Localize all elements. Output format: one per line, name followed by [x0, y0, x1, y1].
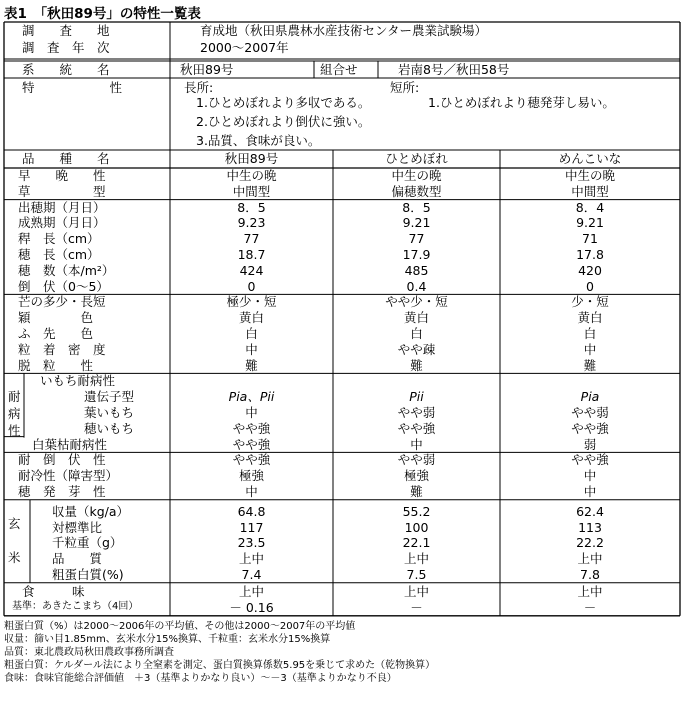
brown-rice-value: 上中 [403, 551, 430, 567]
row-value: 難 [410, 357, 423, 373]
lineage-name: 秋田89号 [180, 62, 234, 77]
footnote: 粗蛋白質（%）は2000～2006年の平均値、その他は2000～2007年の平均値 [4, 620, 356, 632]
brown-rice-value: 上中 [238, 551, 265, 567]
resist-value: 極強 [238, 468, 265, 484]
footnote: 品質：東北農政局秋田農政事務所調査 [4, 646, 174, 658]
resist-row-label: 耐 倒 伏 性 [18, 452, 106, 468]
disease-value: Pii [409, 389, 424, 405]
row-value: 難 [245, 357, 258, 373]
disease-value: 弱 [583, 436, 597, 452]
disease-value: やや強 [232, 420, 271, 436]
survey-year-value: 2000～2007年 [200, 40, 289, 55]
disease-value: Pia、Pii [228, 389, 275, 405]
row-label: 稈 長（cm） [18, 231, 100, 247]
pros-item: 3.品質、食味が良い。 [196, 133, 321, 148]
row-value: 77 [408, 231, 425, 247]
row-value: 424 [239, 262, 264, 278]
row-value: 9.23 [237, 215, 266, 231]
resist-value: やや強 [571, 452, 609, 468]
row-value: 17.9 [402, 247, 431, 262]
row-value: 71 [582, 231, 598, 247]
row-label: 脱 粒 性 [18, 357, 94, 373]
disease-value: 中 [410, 436, 423, 452]
row-value: 中生の晩 [564, 168, 616, 183]
brown-rice-value: 上中 [577, 551, 603, 567]
row-label: 出穂期（月日） [18, 199, 106, 215]
row-value: 中生の晩 [391, 168, 442, 183]
brown-rice-value: 23.5 [237, 535, 266, 551]
table-title: 表1 「秋田89号」の特性一覧表 [4, 6, 201, 22]
row-value: 中 [583, 341, 597, 357]
row-value: 中生の晩 [226, 168, 277, 183]
disease-value: やや強 [571, 420, 609, 436]
brown-rice-row-label: 収量（kg/a） [52, 503, 130, 519]
row-value: 0 [247, 278, 256, 294]
taste-value: 上中 [577, 583, 603, 599]
disease-side-label: 性 [8, 423, 21, 439]
brown-rice-value: 100 [404, 519, 429, 535]
resist-value: 中 [583, 484, 597, 499]
disease-row-label: 葉いもち [84, 405, 135, 420]
footnote: 粗蛋白質：ケルダール法により全窒素を測定、蛋白質換算係数5.95を乗じて求めた（乾物換算） [4, 659, 436, 671]
row-label: 芒の多少・長短 [18, 294, 106, 310]
pros-item: 1.ひとめぼれより多収である。 [196, 95, 371, 110]
row-value: 中 [245, 341, 258, 357]
row-value: 難 [583, 357, 597, 373]
resist-row-label: 穂 発 芽 性 [18, 484, 106, 499]
features-label: 特 性 [22, 80, 123, 95]
brown-rice-row-label: 対標準比 [52, 519, 103, 535]
row-value: 黄白 [577, 310, 603, 326]
brown-rice-value: 64.8 [237, 503, 266, 519]
row-value: 中間型 [232, 183, 271, 199]
row-value: 白 [583, 326, 597, 341]
row-value: 白 [410, 326, 423, 341]
disease-side-label: 病 [8, 406, 21, 422]
footnote: 収量：篩い目1.85mm、玄米水分15%換算、千粒重：玄米水分15%換算 [4, 633, 331, 645]
row-value: 白 [245, 326, 258, 341]
variety-name: ひとめぼれ [385, 151, 448, 166]
disease-row-label: 白葉枯耐病性 [32, 436, 108, 452]
brown-rice-row-label: 品 質 [52, 551, 103, 567]
row-value: 18.7 [237, 247, 266, 262]
brown-rice-value: 113 [578, 519, 602, 535]
resist-value: 中 [583, 468, 597, 484]
variety-name: めんこいな [558, 151, 622, 166]
taste-label: 食 味 [22, 583, 85, 599]
row-label: 穎 色 [18, 310, 94, 326]
row-label: 成熟期（月日） [18, 215, 106, 231]
cons-label: 短所: [390, 80, 420, 95]
variety-name: 秋田89号 [224, 151, 279, 166]
row-value: 0 [586, 278, 594, 294]
brown-rice-row-label: 粗蛋白質(%) [52, 567, 124, 582]
row-value: 0.4 [406, 278, 427, 294]
survey-site-value: 育成地（秋田県農林水産技術センター農業試験場） [200, 23, 488, 38]
row-value: 極少・短 [226, 294, 277, 310]
resist-row-label: 耐冷性（障害型） [18, 468, 119, 484]
disease-value: Pia [580, 389, 600, 405]
combination-value: 岩南8号／秋田58号 [398, 62, 510, 77]
row-label: 穂 長（cm） [18, 247, 100, 262]
brown-rice-side-label: 米 [8, 549, 21, 565]
row-value: 中間型 [571, 183, 609, 199]
survey-site-label: 調 査 地 [22, 23, 110, 38]
brown-rice-value: 7.8 [580, 567, 600, 582]
survey-year-label: 調 査 年 次 [22, 40, 110, 55]
disease-value: やや強 [397, 420, 436, 436]
brown-rice-value: 62.4 [576, 503, 604, 519]
cons-item: 1.ひとめぼれより穂発芽し易い。 [428, 95, 615, 110]
row-value: 8．4 [575, 199, 605, 215]
footnote: 食味：食味官能総合評価値 ＋3（基準よりかなり良い）～－3（基準よりかなり不良） [4, 672, 397, 684]
taste-value: 上中 [403, 583, 430, 599]
resist-value: 難 [410, 484, 423, 499]
row-value: 黄白 [403, 310, 430, 326]
row-value: 9.21 [576, 215, 604, 231]
row-value: 485 [404, 262, 429, 278]
disease-value: やや強 [232, 436, 271, 452]
row-label: 倒 伏（0～5） [18, 278, 109, 294]
row-value: 17.8 [576, 247, 604, 262]
taste-sub-value: － 0.16 [229, 599, 274, 615]
taste-sub-value: － [410, 599, 423, 615]
row-label: 草 型 [18, 183, 106, 199]
disease-side-label: 耐 [8, 389, 21, 405]
combination-label: 組合せ [320, 62, 358, 77]
row-value: 420 [578, 262, 602, 278]
row-value: 8．5 [402, 199, 431, 215]
brown-rice-value: 22.2 [576, 535, 604, 551]
taste-sub-value: － [583, 599, 597, 615]
resist-value: やや弱 [397, 452, 436, 468]
brown-rice-side-label: 玄 [8, 515, 21, 531]
pros-label: 長所: [184, 80, 214, 95]
row-label: 粒 着 密 度 [18, 341, 106, 357]
taste-sub-label: 基準：あきたこまち（4回） [12, 600, 139, 612]
row-label: 早 晩 性 [18, 168, 106, 183]
brown-rice-value: 117 [239, 519, 264, 535]
brown-rice-value: 55.2 [402, 503, 431, 519]
brown-rice-value: 7.5 [406, 567, 427, 582]
disease-value: やや弱 [571, 405, 609, 420]
disease-header: いもち耐病性 [40, 373, 116, 389]
row-value: やや少・短 [385, 294, 448, 310]
variety-header-label: 品 種 名 [22, 151, 110, 166]
brown-rice-row-label: 千粒重（g） [52, 535, 123, 551]
row-value: 偏穂数型 [391, 183, 442, 199]
row-label: ふ 先 色 [18, 326, 94, 341]
brown-rice-value: 7.4 [241, 567, 262, 582]
row-value: 8．5 [237, 199, 266, 215]
row-value: 9.21 [402, 215, 431, 231]
disease-value: やや弱 [397, 405, 436, 420]
resist-value: 極強 [403, 468, 430, 484]
resist-value: やや強 [232, 452, 271, 468]
brown-rice-value: 22.1 [402, 535, 431, 551]
row-value: 77 [243, 231, 260, 247]
taste-value: 上中 [238, 583, 265, 599]
resist-value: 中 [245, 484, 258, 499]
disease-row-label: 遺伝子型 [84, 389, 135, 405]
lineage-label: 系 統 名 [22, 62, 110, 77]
row-value: 黄白 [238, 310, 265, 326]
pros-item: 2.ひとめぼれより倒伏に強い。 [196, 114, 371, 129]
disease-value: 中 [245, 405, 258, 420]
row-label: 穂 数（本/m²） [18, 262, 115, 278]
disease-row-label: 穂いもち [84, 420, 135, 436]
row-value: やや疎 [397, 341, 436, 357]
row-value: 少・短 [571, 294, 609, 310]
